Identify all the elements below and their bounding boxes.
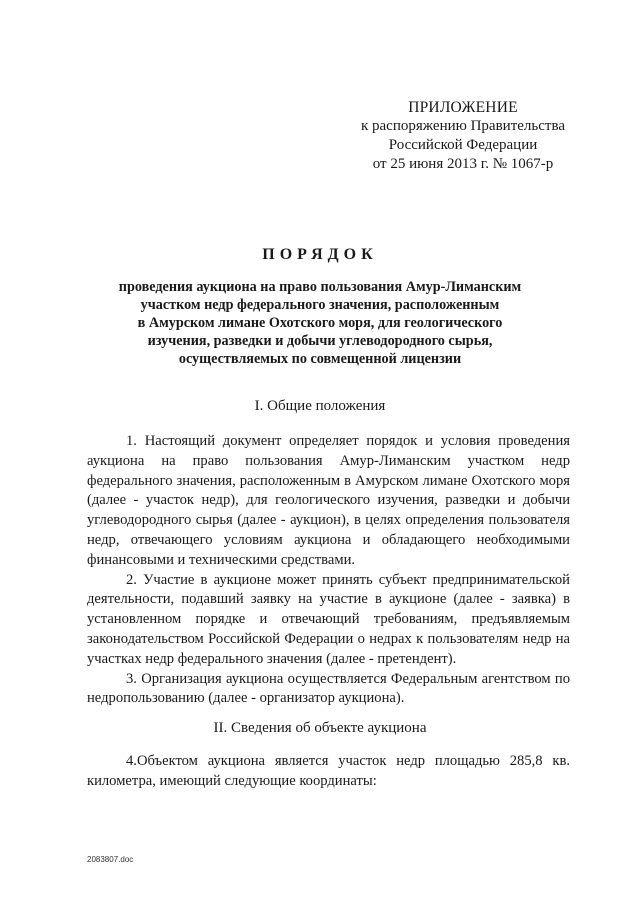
section-heading-object: II. Сведения об объекте аукциона <box>213 720 427 736</box>
subtitle-line: изучения, разведки и добычи углеводородного сырья, <box>147 333 493 349</box>
paragraph-4: 4.Объектом аукциона является участок недр площадью 285,8 кв. километра, имеющий следующие координаты: <box>87 753 570 789</box>
file-name-footer: 2083807.doc <box>87 855 134 864</box>
paragraph-3: 3. Организация аукциона осуществляется Федеральным агентством по недропользованию (далее - организатор аукциона). <box>87 670 570 707</box>
appendix-authority: Российской Федерации <box>388 137 538 153</box>
section-body-general <box>87 432 570 709</box>
subtitle-line: осуществляемых по совмещенной лицензии <box>178 351 462 367</box>
paragraph-2: 2. Участие в аукционе может принять субъект предпринимательской деятельности, подавший заявку на участие в аукционе (далее - заявка) в установленном порядке и отвечающий требованиям, предъявляемым законодательством Российской Федерации о недрах к пользователям недр на участках недр федерального значения (далее - претендент). <box>87 571 570 667</box>
appendix-date-number: от 25 июня 2013 г. № 1067-р <box>372 156 554 172</box>
appendix-reference: к распоряжению Правительства <box>360 118 565 134</box>
paragraph-1: 1. Настоящий документ определяет порядок и условия проведения аукциона на право пользования Амур-Лиманским участком недр федерального значения, расположенным в Амурском лимане Охотского моря (далее - участок недр), для геологического изучения, разведки и добычи углеводородного сырья (далее - аукцион), в целях определения пользователя недр, отвечающего условиям аукциона и обладающего необходимыми финансовыми и техническими средствами. <box>87 433 570 568</box>
section-heading-general: I. Общие положения <box>254 398 386 414</box>
section-body-object <box>87 752 570 792</box>
subtitle-line: участком недр федерального значения, расположенным <box>140 297 500 313</box>
appendix-block <box>318 98 608 174</box>
document-title: ПОРЯДОК <box>262 246 378 263</box>
document-subtitle <box>100 278 540 368</box>
appendix-heading: ПРИЛОЖЕНИЕ <box>408 99 518 116</box>
subtitle-line: в Амурском лимане Охотского моря, для геологического <box>137 315 503 331</box>
subtitle-line: проведения аукциона на право пользования Амур-Лиманским <box>118 279 522 295</box>
